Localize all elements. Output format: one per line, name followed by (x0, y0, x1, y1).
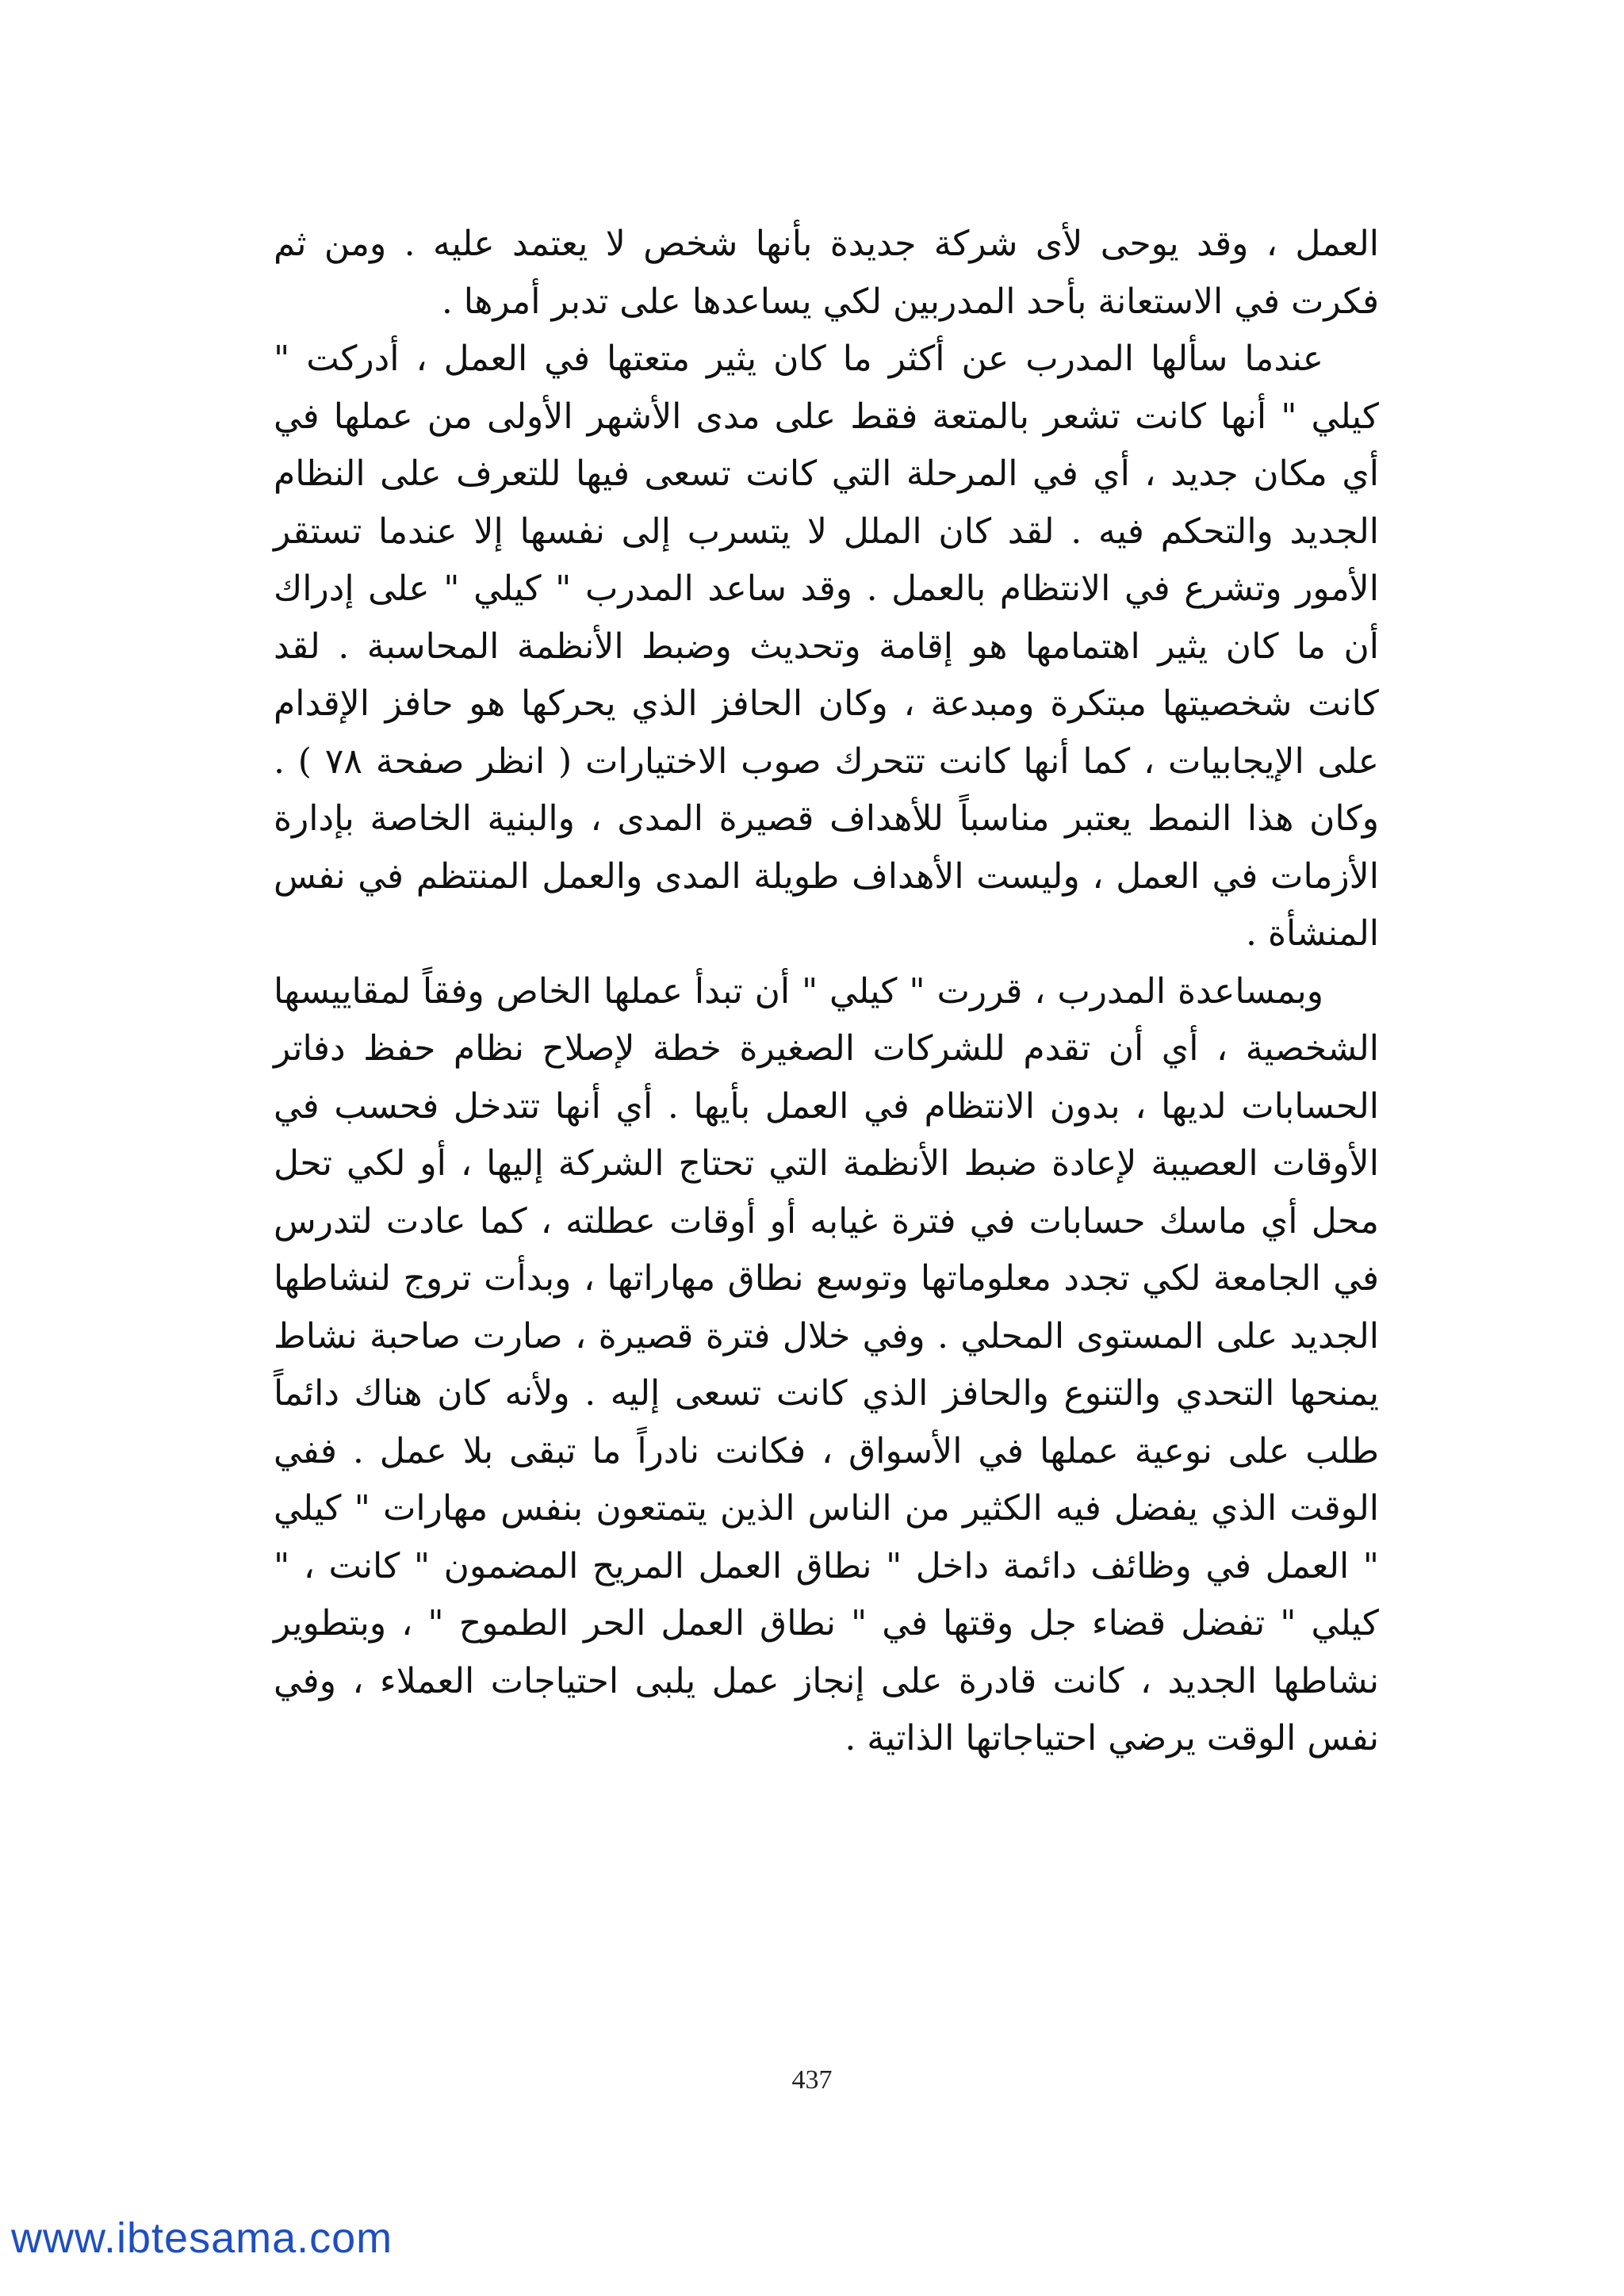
page-number: 437 (791, 2065, 833, 2095)
watermark-url: www.ibtesama.com (11, 2214, 393, 2262)
paragraph-continuation: العمل ، وقد يوحى لأى شركة جديدة بأنها شخص لا يعتمد عليه . ومن ثم فكرت في الاستعانة بأحد المدربين لكي يساعدها على تدبر أمرها . (274, 224, 1379, 322)
paragraph-coach-insight: عندما سألها المدرب عن أكثر ما كان يثير متعتها في العمل ، أدركت " كيلي " أنها كانت تشعر بالمتعة فقط على مدى الأشهر الأولى من عملها في أي مكان جديد ، أي في المرحلة التي كانت تسعى فيها للتعرف على النظام الجديد والتحكم فيه . لقد كان الملل لا يتسرب إلى نفسها إلا عندما تستقر الأمور وتشرع في الانتظام بالعمل . وقد ساعد المدرب " كيلي " على إدراك أن ما كان يثير اهتمامها هو إقامة وتحديث وضبط الأنظمة المحاسبة . لقد كانت شخصيتها مبتكرة ومبدعة ، وكان الحافز الذي يحركها هو حافز الإقدام على الإيجابيات ، كما أنها كانت تتحرك صوب الاختيارات ( انظر صفحة ٧٨ ) . وكان هذا النمط يعتبر مناسباً للأهداف قصيرة المدى ، والبنية الخاصة بإدارة الأزمات في العمل ، وليست الأهداف طويلة المدى والعمل المنتظم في نفس المنشأة . (274, 339, 1380, 954)
paragraph-own-business: وبمساعدة المدرب ، قررت " كيلي " أن تبدأ عملها الخاص وفقاً لمقاييسها الشخصية ، أي أن تقدم للشركات الصغيرة خطة لإصلاح نظام حفظ دفاتر الحسابات لديها ، بدون الانتظام في العمل بأيها . أي أنها تتدخل فحسب في الأوقات العصيبة لإعادة ضبط الأنظمة التي تحتاج الشركة إليها ، أو لكي تحل محل أي ماسك حسابات في فترة غيابه أو أوقات عطلته ، كما عادت لتدرس في الجامعة لكي تجدد معلوماتها وتوسع نطاق مهاراتها ، وبدأت تروج لنشاطها الجديد على المستوى المحلي . وفي خلال فترة قصيرة ، صارت صاحبة نشاط يمنحها التحدي والتنوع والحافز الذي كانت تسعى إليه . ولأنه كان هناك دائماً طلب على نوعية عملها في الأسواق ، فكانت نادراً ما تبقى بلا عمل . ففي الوقت الذي يفضل فيه الكثير من الناس الذين يتمتعون بنفس مهارات " كيلي " العمل في وظائف دائمة داخل " نطاق العمل المريح المضمون " كانت ، " كيلي " تفضل قضاء جل وقتها في " نطاق العمل الحر الطموح " ، وبتطوير نشاطها الجديد ، كانت قادرة على إنجاز عمل يلبى احتياجات العملاء ، وفي نفس الوقت يرضي احتياجاتها الذاتية . (274, 970, 1380, 1758)
body-text (274, 216, 1379, 1768)
